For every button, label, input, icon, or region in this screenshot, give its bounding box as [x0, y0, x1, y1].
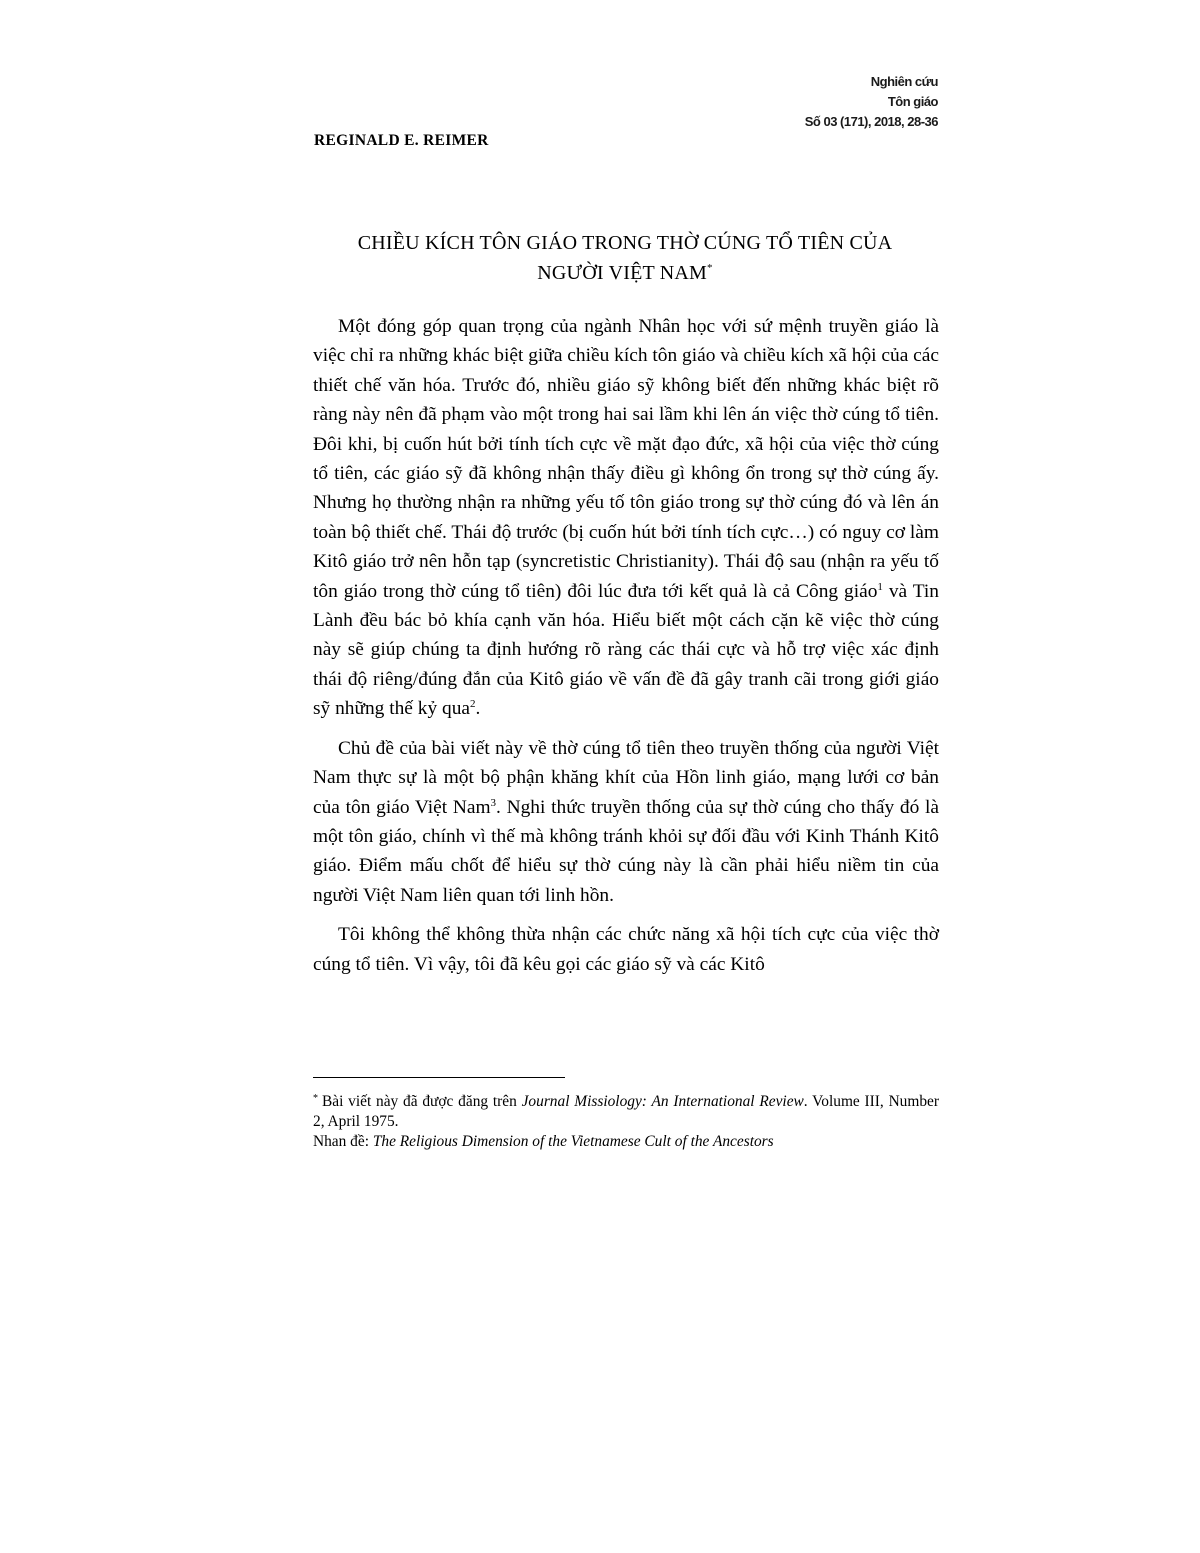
title-footnote-mark: * — [707, 262, 713, 274]
footnote — [313, 1092, 939, 1152]
article-title — [300, 228, 950, 288]
journal-name: Nghiên cứu — [870, 74, 938, 89]
author-name: REGINALD E. REIMER — [314, 132, 489, 149]
footnote-line-1 — [313, 1092, 939, 1132]
title-line-1: CHIỀU KÍCH TÔN GIÁO TRONG THỜ CÚNG TỔ TIÊN CỦA — [357, 232, 893, 254]
paragraph-2-part-b: . Nghi thức truyền thống của sự thờ cúng cho thấy đó là một tôn giáo, chính vì thế mà không tránh khỏi sự đối đầu với Kinh Thánh Kitô giáo. Điểm mấu chốt để hiểu sự thờ cúng này là cần phải hiểu niềm tin của người Việt Nam liên quan tới linh hồn. — [313, 796, 939, 906]
footnote-ref-2: 2 — [470, 698, 476, 711]
paragraph-1 — [313, 312, 939, 724]
footnote-line-2 — [313, 1132, 939, 1152]
paragraph-1-part-b: và Tin Lành đều bác bỏ khía cạnh văn hóa. Hiểu biết một cách cặn kẽ việc thờ cúng này sẽ giúp chúng ta định hướng rõ ràng các thái cực và hỗ trợ việc xác định thái độ riêng/đúng đắn của Kitô giáo về vấn đề đã gây tranh cãi trong giới giáo sỹ những thế kỷ qua — [313, 580, 939, 720]
article-body — [313, 312, 939, 989]
footnote-ref-1: 1 — [877, 580, 883, 593]
journal-subject: Tôn giáo — [887, 94, 938, 109]
paragraph-1-part-a: Một đóng góp quan trọng của ngành Nhân học với sứ mệnh truyền giáo là việc chỉ ra những khác biệt giữa chiều kích tôn giáo và chiều kích xã hội của các thiết chế văn hóa. Trước đó, nhiều giáo sỹ không biết đến những khác biệt rõ ràng này nên đã phạm vào một trong hai sai lầm khi lên án việc thờ cúng tổ tiên. Đôi khi, bị cuốn hút bởi tính tích cực về mặt đạo đức, xã hội của việc thờ cúng tổ tiên, các giáo sỹ đã không nhận thấy điều gì không ổn trong sự thờ cúng ấy. Nhưng họ thường nhận ra những yếu tố tôn giáo trong sự thờ cúng đó và lên án toàn bộ thiết chế. Thái độ trước (bị cuốn hút bởi tính tích cực…) có nguy cơ làm Kitô giáo trở nên hỗn tạp (syncretistic Christianity). Thái độ sau (nhận ra yếu tố tôn giáo trong thờ cúng tổ tiên) đôi lúc đưa tới kết quả là cả Công giáo — [313, 316, 939, 602]
footnote-divider — [313, 1077, 565, 1078]
journal-header — [805, 72, 938, 132]
journal-issue: Số 03 (171), 2018, 28-36 — [804, 114, 938, 129]
paragraph-1-part-c: . — [475, 698, 481, 720]
footnote-original-title: The Religious Dimension of the Vietnamese Cult of the Ancestors — [372, 1133, 774, 1150]
footnote-journal-title: Journal Missiology: An International Review — [521, 1093, 804, 1110]
paragraph-2 — [313, 734, 939, 910]
title-line-2 — [300, 258, 950, 288]
footnote-text-a: Bài viết này đã được đăng trên — [322, 1093, 522, 1110]
footnote-text-b: . Volume III, Number 2, April 1975. — [313, 1093, 939, 1130]
paragraph-3: Tôi không thể không thừa nhận các chức năng xã hội tích cực của việc thờ cúng tổ tiên. Vì vậy, tôi đã kêu gọi các giáo sỹ và các Kitô — [313, 924, 939, 975]
title-line-2-text: NGƯỜI VIỆT NAM — [537, 262, 708, 284]
footnote-ref-3: 3 — [490, 796, 497, 809]
footnote-original-title-label: Nhan đề: — [313, 1133, 373, 1150]
footnote-mark: * — [313, 1093, 318, 1104]
paragraph-2-part-a: Chủ đề của bài viết này về thờ cúng tổ tiên theo truyền thống của người Việt Nam thực sự là một bộ phận khăng khít của Hồn linh giáo, mạng lưới cơ bản của tôn giáo Việt Nam — [313, 737, 939, 818]
